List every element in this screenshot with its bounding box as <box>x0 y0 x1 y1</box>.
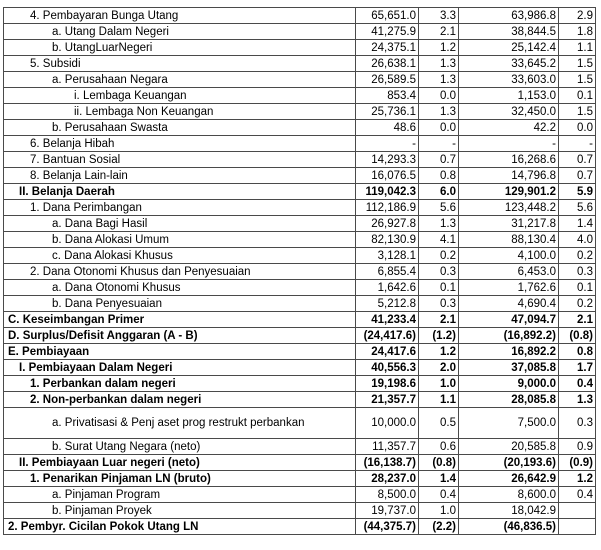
table-row <box>4 439 596 455</box>
pct-col-2: - <box>559 136 596 152</box>
value-col-2: 26,642.9 <box>459 471 559 487</box>
value-col-2: (16,892.2) <box>459 328 559 344</box>
table-row <box>4 40 596 56</box>
table-row <box>4 455 596 471</box>
value-col-1: 3,128.1 <box>356 248 419 264</box>
value-col-2: 4,100.0 <box>459 248 559 264</box>
pct-col-2: 0.3 <box>559 264 596 280</box>
value-col-1: 112,186.9 <box>356 200 419 216</box>
pct-col-1: (1.2) <box>419 328 459 344</box>
pct-col-2: 1.4 <box>559 216 596 232</box>
value-col-1: 853.4 <box>356 88 419 104</box>
pct-col-2: 0.1 <box>559 280 596 296</box>
pct-col-2: 0.8 <box>559 344 596 360</box>
row-label: II. Belanja Daerah <box>4 184 356 200</box>
value-col-1: 25,736.1 <box>356 104 419 120</box>
pct-col-1: 1.0 <box>419 376 459 392</box>
pct-col-1: 0.0 <box>419 120 459 136</box>
row-label: b. UtangLuarNegeri <box>4 40 356 56</box>
table-row <box>4 471 596 487</box>
table-row <box>4 216 596 232</box>
value-col-2: 18,042.9 <box>459 503 559 519</box>
row-label: a. Privatisasi & Penj aset prog restrukt perbankan <box>4 408 356 439</box>
value-col-2: - <box>459 136 559 152</box>
value-col-1: 26,927.8 <box>356 216 419 232</box>
pct-col-2: 5.9 <box>559 184 596 200</box>
table-row <box>4 487 596 503</box>
value-col-1: 8,500.0 <box>356 487 419 503</box>
pct-col-2: 0.7 <box>559 152 596 168</box>
row-label: I. Pembiayaan Dalam Negeri <box>4 360 356 376</box>
value-col-2: 37,085.8 <box>459 360 559 376</box>
pct-col-2: 0.4 <box>559 376 596 392</box>
table-row <box>4 328 596 344</box>
table-row <box>4 56 596 72</box>
pct-col-1: 0.3 <box>419 264 459 280</box>
row-label: 7. Bantuan Sosial <box>4 152 356 168</box>
pct-col-1: 1.1 <box>419 392 459 408</box>
table-row <box>4 312 596 328</box>
table-row <box>4 392 596 408</box>
row-label: a. Pinjaman Program <box>4 487 356 503</box>
value-col-1: 14,293.3 <box>356 152 419 168</box>
pct-col-1: 2.1 <box>419 24 459 40</box>
value-col-1: 16,076.5 <box>356 168 419 184</box>
value-col-2: 16,892.2 <box>459 344 559 360</box>
pct-col-2: 0.9 <box>559 439 596 455</box>
pct-col-1: 0.5 <box>419 408 459 439</box>
pct-col-2: 1.8 <box>559 24 596 40</box>
table-row <box>4 104 596 120</box>
pct-col-1: 0.1 <box>419 280 459 296</box>
pct-col-2: 2.1 <box>559 312 596 328</box>
pct-col-2: 0.0 <box>559 120 596 136</box>
value-col-2: 63,986.8 <box>459 8 559 24</box>
value-col-1: 28,237.0 <box>356 471 419 487</box>
value-col-2: 14,796.8 <box>459 168 559 184</box>
value-col-1: (24,417.6) <box>356 328 419 344</box>
row-label: 2. Pembyr. Cicilan Pokok Utang LN <box>4 519 356 535</box>
row-label: a. Dana Bagi Hasil <box>4 216 356 232</box>
row-label: ii. Lembaga Non Keuangan <box>4 104 356 120</box>
row-label: 1. Perbankan dalam negeri <box>4 376 356 392</box>
table-row <box>4 152 596 168</box>
pct-col-2: 0.4 <box>559 487 596 503</box>
value-col-2: 4,690.4 <box>459 296 559 312</box>
pct-col-2: 0.3 <box>559 408 596 439</box>
pct-col-2: 1.7 <box>559 360 596 376</box>
value-col-1: 40,556.3 <box>356 360 419 376</box>
pct-col-2: (0.9) <box>559 455 596 471</box>
value-col-1: 26,589.5 <box>356 72 419 88</box>
value-col-1: 10,000.0 <box>356 408 419 439</box>
value-col-2: (20,193.6) <box>459 455 559 471</box>
budget-table-body <box>4 8 596 535</box>
value-col-1: 119,042.3 <box>356 184 419 200</box>
value-col-2: 6,453.0 <box>459 264 559 280</box>
value-col-1: 6,855.4 <box>356 264 419 280</box>
pct-col-1: 2.0 <box>419 360 459 376</box>
value-col-2: 32,450.0 <box>459 104 559 120</box>
row-label: 2. Dana Otonomi Khusus dan Penyesuaian <box>4 264 356 280</box>
row-label: 8. Belanja Lain-lain <box>4 168 356 184</box>
pct-col-2 <box>559 519 596 535</box>
row-label: E. Pembiayaan <box>4 344 356 360</box>
table-row <box>4 8 596 24</box>
pct-col-2: 2.9 <box>559 8 596 24</box>
pct-col-1: 1.3 <box>419 56 459 72</box>
table-row <box>4 184 596 200</box>
pct-col-2: 5.6 <box>559 200 596 216</box>
row-label: a. Dana Otonomi Khusus <box>4 280 356 296</box>
value-col-1: 5,212.8 <box>356 296 419 312</box>
pct-col-1: 0.0 <box>419 88 459 104</box>
value-col-2: 1,153.0 <box>459 88 559 104</box>
pct-col-1: 4.1 <box>419 232 459 248</box>
value-col-1: 82,130.9 <box>356 232 419 248</box>
table-row <box>4 120 596 136</box>
value-col-1: - <box>356 136 419 152</box>
value-col-2: 123,448.2 <box>459 200 559 216</box>
table-row <box>4 280 596 296</box>
value-col-2: 38,844.5 <box>459 24 559 40</box>
value-col-2: 7,500.0 <box>459 408 559 439</box>
row-label: b. Pinjaman Proyek <box>4 503 356 519</box>
value-col-2: 88,130.4 <box>459 232 559 248</box>
pct-col-1: 3.3 <box>419 8 459 24</box>
row-label: 6. Belanja Hibah <box>4 136 356 152</box>
row-label: 4. Pembayaran Bunga Utang <box>4 8 356 24</box>
pct-col-1: 1.3 <box>419 104 459 120</box>
row-label: b. Perusahaan Swasta <box>4 120 356 136</box>
pct-col-2: 1.2 <box>559 471 596 487</box>
value-col-2: 28,085.8 <box>459 392 559 408</box>
pct-col-2: 0.1 <box>559 88 596 104</box>
row-label: II. Pembiayaan Luar negeri (neto) <box>4 455 356 471</box>
value-col-1: 19,737.0 <box>356 503 419 519</box>
table-row <box>4 136 596 152</box>
value-col-1: 41,275.9 <box>356 24 419 40</box>
table-row <box>4 344 596 360</box>
pct-col-1: 1.2 <box>419 344 459 360</box>
table-row <box>4 200 596 216</box>
row-label: c. Dana Alokasi Khusus <box>4 248 356 264</box>
value-col-1: 26,638.1 <box>356 56 419 72</box>
pct-col-1: 2.1 <box>419 312 459 328</box>
table-row <box>4 503 596 519</box>
row-label: 1. Dana Perimbangan <box>4 200 356 216</box>
value-col-1: 41,233.4 <box>356 312 419 328</box>
pct-col-1: 1.4 <box>419 471 459 487</box>
value-col-2: (46,836.5) <box>459 519 559 535</box>
pct-col-2: 1.5 <box>559 72 596 88</box>
row-label: 5. Subsidi <box>4 56 356 72</box>
pct-col-1: 1.0 <box>419 503 459 519</box>
pct-col-2: 1.5 <box>559 104 596 120</box>
value-col-2: 20,585.8 <box>459 439 559 455</box>
value-col-1: 24,375.1 <box>356 40 419 56</box>
pct-col-2: 1.3 <box>559 392 596 408</box>
table-row <box>4 248 596 264</box>
pct-col-1: 1.3 <box>419 72 459 88</box>
table-row <box>4 264 596 280</box>
table-row <box>4 232 596 248</box>
value-col-1: 21,357.7 <box>356 392 419 408</box>
row-label: D. Surplus/Defisit Anggaran (A - B) <box>4 328 356 344</box>
pct-col-2: 4.0 <box>559 232 596 248</box>
pct-col-1: (0.8) <box>419 455 459 471</box>
pct-col-1: 0.2 <box>419 248 459 264</box>
value-col-2: 33,645.2 <box>459 56 559 72</box>
pct-col-1: 1.2 <box>419 40 459 56</box>
pct-col-1: 5.6 <box>419 200 459 216</box>
pct-col-1: 0.6 <box>419 439 459 455</box>
pct-col-1: 0.8 <box>419 168 459 184</box>
pct-col-2: (0.8) <box>559 328 596 344</box>
row-label: a. Utang Dalam Negeri <box>4 24 356 40</box>
table-row <box>4 360 596 376</box>
value-col-1: 24,417.6 <box>356 344 419 360</box>
table-row <box>4 519 596 535</box>
pct-col-2: 0.2 <box>559 296 596 312</box>
value-col-1: 11,357.7 <box>356 439 419 455</box>
value-col-1: (16,138.7) <box>356 455 419 471</box>
row-label: i. Lembaga Keuangan <box>4 88 356 104</box>
value-col-2: 25,142.4 <box>459 40 559 56</box>
row-label: b. Surat Utang Negara (neto) <box>4 439 356 455</box>
budget-table <box>3 7 596 535</box>
pct-col-1: 6.0 <box>419 184 459 200</box>
table-row <box>4 88 596 104</box>
value-col-1: 1,642.6 <box>356 280 419 296</box>
value-col-2: 9,000.0 <box>459 376 559 392</box>
table-row <box>4 24 596 40</box>
value-col-1: (44,375.7) <box>356 519 419 535</box>
pct-col-1: 0.3 <box>419 296 459 312</box>
table-row <box>4 296 596 312</box>
pct-col-2: 0.2 <box>559 248 596 264</box>
pct-col-1: 0.7 <box>419 152 459 168</box>
value-col-2: 47,094.7 <box>459 312 559 328</box>
value-col-2: 1,762.6 <box>459 280 559 296</box>
row-label: C. Keseimbangan Primer <box>4 312 356 328</box>
table-row <box>4 376 596 392</box>
row-label: 1. Penarikan Pinjaman LN (bruto) <box>4 471 356 487</box>
value-col-1: 48.6 <box>356 120 419 136</box>
pct-col-1: - <box>419 136 459 152</box>
value-col-2: 129,901.2 <box>459 184 559 200</box>
pct-col-1: 0.4 <box>419 487 459 503</box>
pct-col-2: 1.5 <box>559 56 596 72</box>
pct-col-2: 0.7 <box>559 168 596 184</box>
value-col-2: 16,268.6 <box>459 152 559 168</box>
row-label: b. Dana Penyesuaian <box>4 296 356 312</box>
value-col-2: 31,217.8 <box>459 216 559 232</box>
pct-col-1: (2.2) <box>419 519 459 535</box>
value-col-2: 42.2 <box>459 120 559 136</box>
table-row <box>4 408 596 439</box>
value-col-1: 19,198.6 <box>356 376 419 392</box>
row-label: a. Perusahaan Negara <box>4 72 356 88</box>
value-col-1: 65,651.0 <box>356 8 419 24</box>
row-label: b. Dana Alokasi Umum <box>4 232 356 248</box>
pct-col-2 <box>559 503 596 519</box>
table-row <box>4 168 596 184</box>
table-row <box>4 72 596 88</box>
pct-col-1: 1.3 <box>419 216 459 232</box>
value-col-2: 33,603.0 <box>459 72 559 88</box>
row-label: 2. Non-perbankan dalam negeri <box>4 392 356 408</box>
pct-col-2: 1.1 <box>559 40 596 56</box>
value-col-2: 8,600.0 <box>459 487 559 503</box>
